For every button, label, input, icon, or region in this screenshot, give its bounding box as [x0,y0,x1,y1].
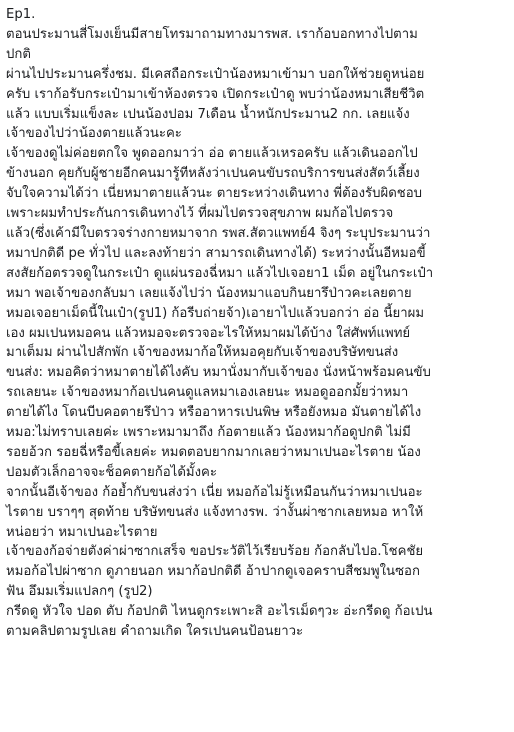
post-line: ข้างนอก คุยกับผู้ชายอีกคนมารู้ทีหลังว่าเปนคนขับรถบริการขนส่งสัตว์เลี้ยง [6,166,420,182]
post-line: หน่อยว่า หมาเปนอะไรตาย [6,524,158,540]
post-line: ตายได้ไง โดนบีบคอตายรึป่าว หรืออาหารเปนพิษ หรือยังหมอ มันตายได้ไง [6,405,422,421]
post-line: เอง ผมเปนหมอคน แล้วหมอจะตรวจอะไรให้หมาผมได้บ้าง ใส่ศัพท์แพทย์ [6,325,411,341]
post-line: มาเต็มม ผ่านไปสักพัก เจ้าของหมาก้อให้หมอคุยกับเจ้าของบริษัทขนส่ง [6,345,399,361]
post-body [6,5,506,642]
post-line: ปอมตัวเล็กอาจจะช็อคตายก้อได้มั้งคะ [6,464,217,480]
post-line: หมอเจอยาเม็ดนี้ในเป๋า(รูป1) ก้อรีบถ่ายจ้า)เอายาไปแล้วบอกว่า อ่อ นี้ยาผม [6,305,425,321]
post-line: หมาปกติดี pe ทั่วไป และลงท้ายว่า สามารถเดินทางได้) ระหว่างนั้นอีหมอขี้ [6,245,426,261]
post-line: กรีดดู หัวใจ ปอด ตับ ก้อปกติ ไหนดูกระเพาะสิ อะไรเม็ดๆวะ อ่ะกรีดดู ก้อเปน [6,604,433,620]
post-line: ตามคลิปตามรูปเลย คำถามเกิด ใครเปนคนป้อนยาวะ [6,624,304,640]
post-line: ผ่านไปประมานครึ่งชม. มีเคสถือกระเป๋าน้องหมาเข้ามา บอกให้ช่วยดูหน่อย [6,66,425,82]
post-line: ฟัน อึมมเริ่มแปลกๆ (รูป2) [6,584,153,600]
post-line: ปกติ [6,46,31,62]
post-line: จับใจความได้ว่า เนี่ยหมาตายแล้วนะ ตายระหว่างเดินทาง พี่ต้องรับผิดชอบ [6,186,423,202]
post-line: จากนั้นอีเจ้าของ ก้อย้ำกับขนส่งว่า เนี่ย หมอก้อไม่รู้เหมือนกันว่าหมาเปนอะ [6,484,423,500]
post-line: ไรตาย บราๆๆ สุดท้าย บริษัทขนส่ง แจ้งทางรพ. ว่างั้นผ่าซากเลยหมอ หาให้ [6,504,424,520]
post-line: หมา พอเจ้าของกลับมา เลยแจ้งไปว่า น้องหมาแอบกินยารึป่าวคะเลยตาย [6,285,412,301]
post-line: ขนส่ง: หมอคิดว่าหมาตายได้ไงคับ หมานั่งมากับเจ้าของ นั่งหน้าพร้อมคนขับ [6,365,431,381]
post-line: รถเลยนะ เจ้าของหมาก้อเปนคนดูแลหมาเองเลยนะ หมอดูออกมั้ยว่าหมา [6,385,409,401]
post-line: หมอ:ไม่ทราบเลยค่ะ เพราะหมามาถึง ก้อตายแล้ว น้องหมาก้อดูปกติ ไม่มี [6,425,411,441]
post-line: รอยอ้วก รอยฉี่หรือขี้เลยค่ะ หมดตอบยากมากเลยว่าหมาเปนอะไรตาย น้อง [6,444,421,460]
post-line: ครับ เราก้อรับกระเป๋ามาเข้าห้องตรวจ เปิดกระเป๋าดู พบว่าน้องหมาเสียชีวิต [6,86,425,102]
post-line: เจ้าของดูไม่ค่อยตกใจ พูดออกมาว่า อ่อ ตายแล้วเหรอครับ แล้วเดินออกไป [6,146,418,162]
post-line: แล้ว(ซึ่งเค้ามีใบตรวจร่างกายหมาจาก รพส.สัตวแพทย์4 จิงๆ ระบุประมานว่า [6,225,431,241]
post-line: ตอนประมานสี่โมงเย็นมีสายโทรมาถามทางมารพส. เราก้อบอกทางไปตาม [6,26,418,42]
post-line: เจ้าของก้อจ่ายตังค่าผ่าซากเสร็จ ขอประวัติไว้เรียบร้อย ก้อกลับไปอ.โชคชัย [6,544,424,560]
post-line: สงสัยก้อตรวจดูในกระเป๋า ดูแผ่นรองฉี่หมา แล้วไปเจอยา1 เม็ด อยู่ในกระเป๋า [6,265,434,281]
post-line: แล้ว แบบเริ่มแข็งละ เปนน้องปอม 7เดือน น้ำหนักประมาน2 กก. เลยแจ้ง [6,106,410,122]
post-line: เพราะผมทำประกันการเดินทางไว้ ที่ผมไปตรวจสุขภาพ ผมก้อไปตรวจ [6,206,394,222]
post-line: เจ้าของไปว่าน้องตายแล้วนะคะ [6,126,182,142]
post-line: หมอก้อไปผ่าซาก ดูภายนอก หมาก้อปกติดี อ้าปากดูเจอคราบสีชมพูในซอก [6,564,420,580]
post-title: Ep1. [6,7,36,22]
